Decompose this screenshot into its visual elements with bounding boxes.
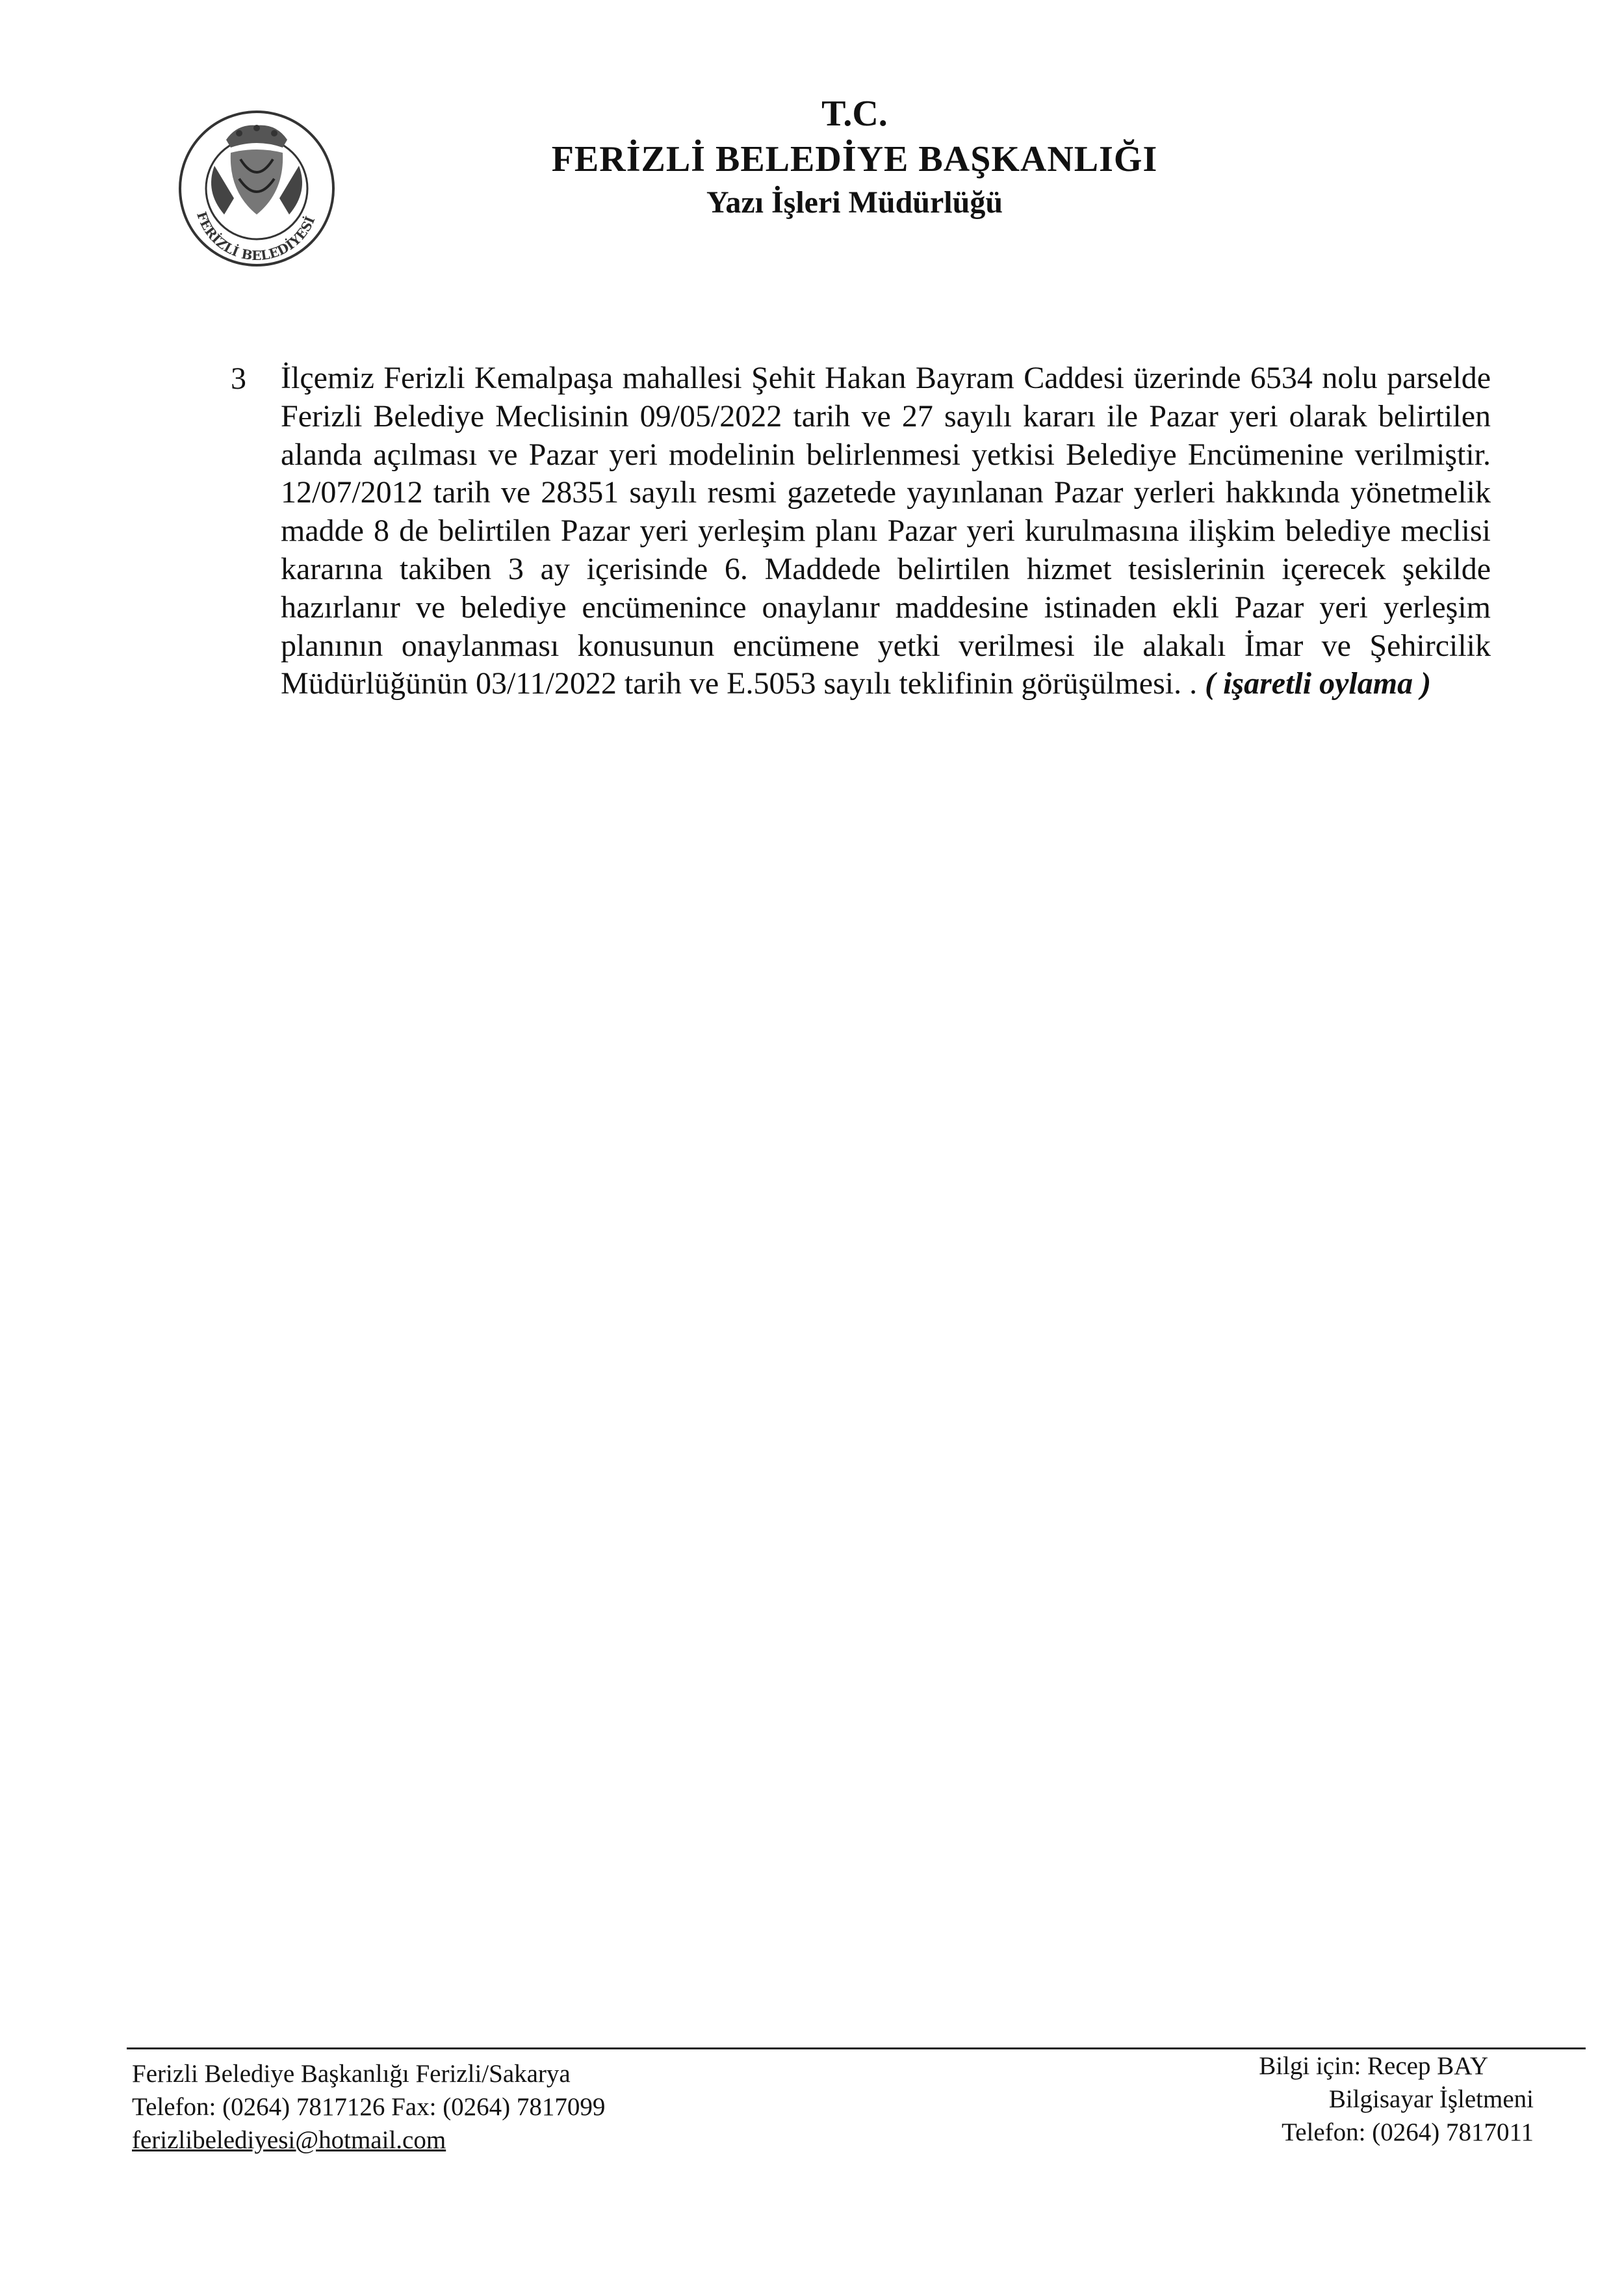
- agenda-item-body: İlçemiz Ferizli Kemalpaşa mahallesi Şehit Hakan Bayram Caddesi üzerinde 6534 nolu parselde Ferizli Belediye Meclisinin 09/05/2022 tarih ve 27 sayılı kararı ile Pazar yeri olarak belirtilen alanda açılması ve Pazar yeri modelinin belirlenmesi yetkisi Belediye Encümenine verilmiştir. 12/07/2012 tarih ve 28351 sayılı resmi gazetede yayınlanan Pazar yerleri hakkında yönetmelik madde 8 de belirtilen Pazar yeri yerleşim planı Pazar yeri kurulmasına ilişkim belediye meclisi kararına takiben 3 ay içerisinde 6. Maddede belirtilen hizmet tesislerinin içerecek şekilde hazırlanır ve belediye encümenince onaylanır maddesine istinaden ekli Pazar yeri yerleşim planının onaylanması konusunun encümene yetki verilmesi ile alakalı İmar ve Şehircilik Müdürlüğünün 03/11/2022 tarih ve E.5053 sayılı teklifinin görüşülmesi. .: [281, 361, 1491, 701]
- footer-contact-title: Bilgisayar İşletmeni: [1328, 2085, 1534, 2113]
- footer-contact-phone: Telefon: (0264) 7817011: [1282, 2118, 1534, 2146]
- header-tc: T.C.: [821, 94, 888, 134]
- footer-address: Ferizli Belediye Başkanlığı Ferizli/Sakarya: [132, 2060, 571, 2088]
- footer-info-contact: Bilgi için: Recep BAY: [1259, 2052, 1488, 2080]
- municipal-seal-icon: [175, 107, 338, 270]
- footer-contact-right: [1163, 2049, 1534, 2149]
- header-institution: FERİZLİ BELEDİYE BAŞKANLIĞI: [551, 139, 1158, 179]
- agenda-item-number: 3: [231, 361, 246, 396]
- svg-text:FERİZLİ BELEDİYESİ: FERİZLİ BELEDİYESİ: [193, 209, 318, 264]
- header-department: Yazı İşleri Müdürlüğü: [706, 185, 1003, 220]
- vote-note: ( işaretli oylama ): [1205, 666, 1432, 701]
- agenda-item-text: [281, 359, 1491, 703]
- footer-contact-left: [132, 2057, 605, 2157]
- letterhead: [455, 91, 1254, 224]
- footer-email[interactable]: ferizlibelediyesi@hotmail.com: [132, 2126, 446, 2154]
- footer-phone-fax: Telefon: (0264) 7817126 Fax: (0264) 7817099: [132, 2093, 606, 2121]
